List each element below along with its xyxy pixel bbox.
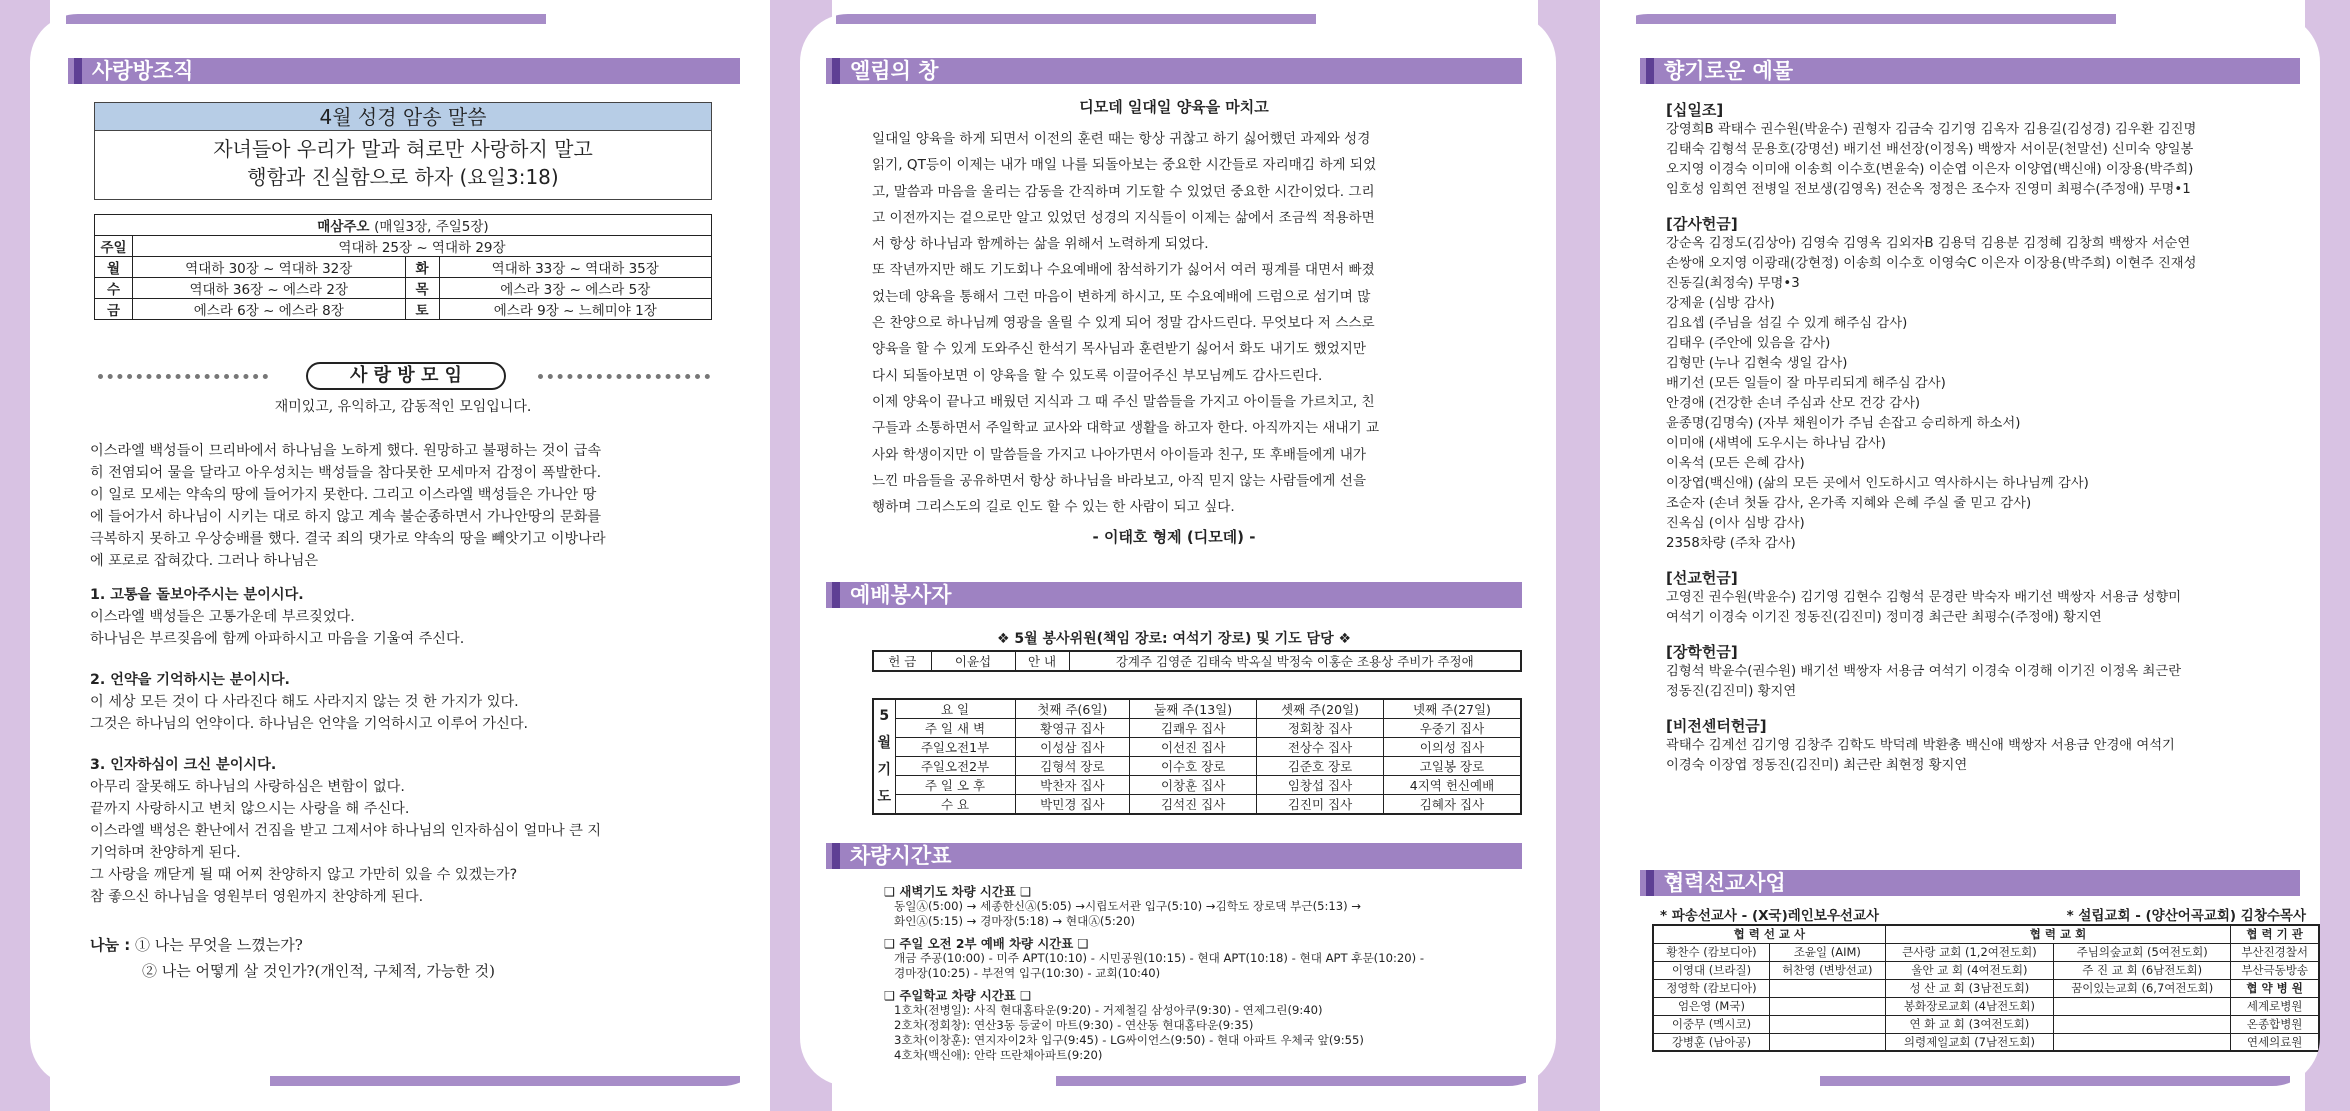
text-line: 다시 되돌아보면 이 양육을 할 수 있도록 이끌어주신 부모님께도 감사드린다. bbox=[872, 367, 1323, 384]
reading-title-sub: (매일3장, 주일5장) bbox=[374, 219, 489, 235]
mission-header: 협 력 선 교 사 bbox=[1653, 925, 1885, 943]
text-line: 진동길(최정숙) 무명•3 bbox=[1666, 276, 1800, 291]
reading-range: 에스라 9장 ~ 느헤미야 1장 bbox=[439, 299, 712, 320]
text-line: 이스라엘 백성은 환난에서 건짐을 받고 그제서야 하나님의 인자하심이 얼마나 큰 지 bbox=[90, 823, 602, 839]
text-line: 행하며 그리스도의 길로 인도 할 수 있는 한 사람이 되고 싶다. bbox=[872, 499, 1235, 516]
usher-names: 강계주 김영준 김태숙 박옥실 박정숙 이홍순 조용상 주비가 주정애 bbox=[1069, 651, 1521, 671]
text-line: 4호차(백신애): 안락 뜨란채아파트(9:20) bbox=[894, 1048, 1103, 1062]
text-line: 이 일로 모세는 약속의 땅에 들어가지 못한다. 그리고 이스라엘 백성들은 가나안 땅 bbox=[90, 487, 597, 503]
text-line: 히 전염되어 물을 달라고 아우성치는 백성들을 참다못한 모세마저 감정이 폭발한다. bbox=[90, 465, 602, 481]
text-line: 이 세상 모든 것이 다 사라진다 해도 사라지지 않는 것 한 가지가 있다. bbox=[90, 694, 519, 710]
car-section-title: ❑ 주일학교 차량 시간표 ❑ bbox=[884, 988, 1032, 1003]
mission-right: * 설립교회 - (양산어곡교회) 김창수목사 bbox=[2066, 908, 2306, 924]
text-line: 에 포로로 잡혀갔다. 그러나 하나님은 bbox=[90, 553, 319, 569]
panel-offerings bbox=[1600, 14, 2320, 1086]
section-header: 차량시간표 bbox=[826, 843, 1522, 869]
point-title: 3. 인자하심이 크신 분이시다. bbox=[90, 757, 277, 773]
reading-range: 역대하 33장 ~ 역대하 35장 bbox=[439, 257, 712, 278]
share-section bbox=[90, 932, 730, 984]
section-header: 예배봉사자 bbox=[826, 582, 1522, 608]
point-1 bbox=[90, 584, 730, 650]
table-row: 수 요 박민경 집사 김석진 집사 김진미 집사 김혜자 집사 bbox=[873, 795, 1521, 815]
text-line: 이스라엘 백성들이 므리바에서 하나님을 노하게 했다. 원망하고 불평하는 것이 급속 bbox=[90, 443, 602, 459]
table-row: 엄은영 (M국) 봉화장로교회 (4남전도회) 세계로병원 bbox=[1653, 997, 2319, 1015]
offering-lists bbox=[1666, 100, 2312, 776]
text-line: 진옥심 (이사 심방 감사) bbox=[1666, 516, 1805, 531]
table-row: 주 일 새 벽 황영규 집사 김쾌우 집사 정회창 집사 우중기 집사 bbox=[873, 719, 1521, 738]
text-line: 2호차(정회창): 연산3동 등굴이 마트(9:30) - 연산동 현대홈타운(9:35) bbox=[894, 1018, 1254, 1032]
reading-range: 에스라 6장 ~ 에스라 8장 bbox=[133, 299, 406, 320]
reading-range: 역대하 30장 ~ 역대하 32장 bbox=[133, 257, 406, 278]
month-label: 5 월 기 도 bbox=[873, 699, 895, 814]
text-line: 동일Ⓐ(5:00) → 세종한신Ⓐ(5:05) →시립도서관 입구(5:10) →김학도 장로댁 부근(5:13) → bbox=[894, 899, 1362, 913]
text-line: 김요셉 (주님을 섬길 수 있게 해주심 감사) bbox=[1666, 316, 1908, 331]
day-label: 토 bbox=[405, 299, 439, 320]
text-line: 배기선 (모든 일들이 잘 마무리되게 해주심 감사) bbox=[1666, 376, 1946, 391]
text-line: 일대일 양육을 하게 되면서 이전의 훈련 때는 항상 귀찮고 하기 싫어했던 과제와 성경 bbox=[872, 131, 1371, 147]
text-line: 개금 주공(10:00) - 미주 APT(10:10) - 시민공원(10:15) - 현대 APT(10:18) - 현대 APT 후문(10:20) - bbox=[894, 951, 1425, 965]
day-label: 금 bbox=[95, 299, 133, 320]
text-line: 그것은 하나님의 언약이다. 하나님은 언약을 기억하시고 이루어 가신다. bbox=[90, 716, 529, 732]
memorize-line2: 행함과 진실함으로 하자 (요일3:18) bbox=[247, 165, 559, 189]
text-line: 화인Ⓐ(5:15) → 경마장(5:18) → 현대Ⓐ(5:20) bbox=[894, 914, 1135, 928]
mission-table bbox=[1652, 924, 2320, 1052]
text-line: 구들과 소통하면서 주일학교 교사와 대학교 생활을 하고자 한다. 아직까지는 새내기 교 bbox=[872, 420, 1380, 437]
text-line: 임호성 임희연 전병일 전보생(김영옥) 전순옥 정정은 조수자 진영미 최평수(주정애) 무명•1 bbox=[1666, 182, 2191, 197]
text-line: 3호차(이창훈): 연지자이2차 입구(9:45) - LG싸이언스(9:50) - 현대 아파트 우체국 앞(9:55) bbox=[894, 1033, 1364, 1047]
intro-text bbox=[90, 440, 730, 572]
panel-sarangbang bbox=[30, 14, 770, 1086]
table-row: 이중무 (멕시코) 연 화 교 회 (3여전도회) 온종합병원 bbox=[1653, 1015, 2319, 1033]
reading-range: 역대하 36장 ~ 에스라 2장 bbox=[133, 278, 406, 299]
divider bbox=[538, 374, 710, 379]
meeting-subtitle: 재미있고, 유익하고, 감동적인 모임입니다. bbox=[274, 399, 532, 415]
point-3 bbox=[90, 754, 730, 908]
text-line: 극복하지 못하고 우상숭배를 했다. 결국 죄의 댓가로 약속의 땅을 빼앗기고 이방나라 bbox=[90, 531, 606, 547]
table-row: 주 일 오 후 박찬자 집사 이창훈 집사 임창섭 집사 4지역 헌신예배 bbox=[873, 776, 1521, 795]
text-line: 고영진 권수원(박윤수) 김기영 김현수 김형석 문경란 박숙자 배기선 백쌍자 서용금 성향미 bbox=[1666, 590, 2182, 605]
essay-author: - 이태호 형제 (디모데) - bbox=[1092, 528, 1256, 546]
divider bbox=[98, 374, 268, 379]
text-line: 고 이전까지는 겉으로만 알고 있었던 성경의 지식들이 이제는 삶에서 조금씩 적용하면 bbox=[872, 209, 1375, 226]
reading-title: 매삼주오 bbox=[317, 219, 370, 235]
offering-title: [선교헌금] bbox=[1666, 569, 1738, 587]
serve-title: ❖ 5월 봉사위원(책임 장로: 여석기 장로) 및 기도 담당 ❖ bbox=[996, 631, 1352, 647]
sunday-range: 역대하 25장 ~ 역대하 29장 bbox=[133, 236, 712, 257]
table-row: 주일오전2부 김형석 장로 이수호 장로 김준호 장로 고일봉 장로 bbox=[873, 757, 1521, 776]
share-label: 나눔 : bbox=[90, 936, 131, 954]
essay-body bbox=[872, 126, 1522, 520]
offering-title: [십일조] bbox=[1666, 101, 1724, 119]
offering-name: 이윤섭 bbox=[931, 651, 1015, 671]
text-line: 었는데 양육을 통해서 그런 마음이 변하게 하시고, 또 수요예배에 드럼으로 섬기며 많 bbox=[872, 288, 1371, 305]
roster-header: 넷째 주(27일) bbox=[1383, 699, 1521, 719]
essay-title: 디모데 일대일 양육을 마치고 bbox=[1079, 98, 1269, 116]
share-question-2: ② 나는 어떻게 살 것인가?(개인적, 구체적, 가능한 것) bbox=[142, 962, 495, 980]
text-line: 느낀 마음들을 공유하면서 항상 하나님을 바라보고, 아직 믿지 않는 사람들에게 선을 bbox=[872, 472, 1367, 489]
section-header: 협력선교사업 bbox=[1640, 870, 2300, 896]
section-header: 향기로운 예물 bbox=[1640, 58, 2300, 84]
mission-header: 협 력 기 관 bbox=[2231, 925, 2319, 943]
text-line: 안경애 (건강한 손녀 주심과 산모 건강 감사) bbox=[1666, 396, 1921, 411]
text-line: 아무리 잘못해도 하나님의 사랑하심은 변함이 없다. bbox=[90, 779, 405, 795]
text-line: 기억하며 찬양하게 된다. bbox=[90, 845, 241, 861]
memorize-line1: 자녀들아 우리가 말과 혀로만 사랑하지 말고 bbox=[213, 137, 593, 161]
day-label: 수 bbox=[95, 278, 133, 299]
car-schedule bbox=[884, 884, 1524, 1063]
text-line: 에 들어가서 하나님이 시키는 대로 하지 않고 계속 불순종하면서 가나안땅의 문화를 bbox=[90, 509, 602, 525]
roster-header: 셋째 주(20일) bbox=[1257, 699, 1384, 719]
table-row: 주일오전1부 이성삼 집사 이선진 집사 전상수 집사 이의성 집사 bbox=[873, 738, 1521, 757]
prayer-roster-table bbox=[872, 698, 1522, 815]
table-row: 정영학 (캄보디아) 성 산 교 회 (3남전도회) 꿈이있는교회 (6,7여전도회) 협 약 병 원 bbox=[1653, 979, 2319, 997]
text-line: 하나님은 부르짖음에 함께 아파하시고 마음을 기울여 주신다. bbox=[90, 631, 465, 647]
text-line: 또 작년까지만 해도 기도회나 수요예배에 참석하기가 싫어서 여러 핑계를 대면서 빠졌 bbox=[872, 262, 1375, 279]
text-line: 2358차량 (주차 감사) bbox=[1666, 536, 1796, 551]
car-section-title: ❑ 주일 오전 2부 예배 차량 시간표 ❑ bbox=[884, 936, 1089, 951]
text-line: 사와 학생이지만 이 말씀들을 가지고 나아가면서 아이들과 친구, 또 후배들에게 내가 bbox=[872, 446, 1367, 463]
day-label: 목 bbox=[405, 278, 439, 299]
offering-title: [감사헌금] bbox=[1666, 215, 1738, 233]
offering-title: [비전센터헌금] bbox=[1666, 717, 1767, 735]
text-line: 참 좋으신 하나님을 영원부터 영원까지 찬양하게 된다. bbox=[90, 889, 424, 905]
table-row: 강병훈 (남아공) 의령제일교회 (7남전도회) 연세의료원 bbox=[1653, 1033, 2319, 1051]
table-row: 이영대 (브라질) 허찬영 (변방선교) 울안 교 회 (4여전도회) 주 진 교 회 (6남전도회) 부산극동방송 bbox=[1653, 961, 2319, 979]
roster-header: 둘째 주(13일) bbox=[1130, 699, 1257, 719]
text-line: 김태우 (주안에 있음을 감사) bbox=[1666, 336, 1831, 351]
car-section-title: ❑ 새벽기도 차량 시간표 ❑ bbox=[884, 884, 1032, 899]
memorize-box bbox=[94, 102, 712, 200]
text-line: 이미애 (새벽에 도우시는 하나님 감사) bbox=[1666, 436, 1886, 451]
text-line: 경마장(10:25) - 부전역 입구(10:30) - 교회(10:40) bbox=[894, 966, 1161, 980]
text-line: 곽태수 김계선 김기영 김창주 김학도 박덕례 박환총 백신애 백쌍자 서용금 안경애 여석기 bbox=[1666, 738, 2175, 753]
text-line: 오지영 이경숙 이미애 이송희 이수호(변윤숙) 이순엽 이은자 이양엽(백신애) 이장용(박주희) bbox=[1666, 162, 2194, 177]
text-line: 정동진(김진미) 황지연 bbox=[1666, 684, 1797, 699]
mission-header: 협 력 교 회 bbox=[1885, 925, 2231, 943]
offering-title: [장학헌금] bbox=[1666, 643, 1738, 661]
text-line: 이제 양육이 끝나고 배웠던 지식과 그 때 주신 말씀들을 가지고 아이들을 가르치고, 친 bbox=[872, 393, 1375, 410]
share-question-1: ① 나는 무엇을 느꼈는가? bbox=[134, 936, 303, 954]
text-line: 김형만 (누나 김현숙 생일 감사) bbox=[1666, 356, 1848, 371]
reading-range: 에스라 3장 ~ 에스라 5장 bbox=[439, 278, 712, 299]
text-line: 조순자 (손녀 첫돌 감사, 온가족 지혜와 은혜 주실 줄 믿고 감사) bbox=[1666, 496, 2032, 511]
roster-header: 요 일 bbox=[895, 699, 1015, 719]
offering-usher-table bbox=[872, 650, 1522, 672]
text-line: 윤종명(김명숙) (자부 채원이가 주님 손잡고 승리하게 하소서) bbox=[1666, 416, 2021, 431]
text-line: 여석기 이경숙 이기진 정동진(김진미) 정미경 최근란 최평수(주정애) 황지연 bbox=[1666, 610, 2102, 625]
day-label: 주일 bbox=[95, 236, 133, 257]
text-line: 강순옥 김정도(김상아) 김영숙 김영옥 김외자B 김용덕 김용분 김정혜 김창희 백쌍자 서순연 bbox=[1666, 236, 2191, 251]
text-line: 김형석 박윤수(권수원) 배기선 백쌍자 서용금 여석기 이경숙 이경해 이기진 이정옥 최근란 bbox=[1666, 664, 2182, 679]
day-label: 화 bbox=[405, 257, 439, 278]
point-title: 2. 언약을 기억하시는 분이시다. bbox=[90, 672, 290, 688]
memorize-title: 4월 성경 암송 말씀 bbox=[95, 103, 711, 131]
reading-schedule-table bbox=[94, 214, 712, 320]
meeting-title: 사 랑 방 모 임 bbox=[306, 362, 506, 390]
text-line: 은 찬양으로 하나님께 영광을 올릴 수 있게 되어 정말 감사드린다. 무엇보다 저 스스로 bbox=[872, 315, 1375, 332]
text-line: 강제윤 (심방 감사) bbox=[1666, 296, 1775, 311]
point-title: 1. 고통을 돌보아주시는 분이시다. bbox=[90, 587, 304, 603]
text-line: 1호차(전병일): 사직 현대홈타운(9:20) - 거제철길 삼성아쿠(9:30) - 연제그린(9:40) bbox=[894, 1003, 1323, 1017]
text-line: 그 사랑을 깨닫게 될 때 어찌 찬양하지 않고 가만히 있을 수 있겠는가? bbox=[90, 867, 518, 883]
text-line: 이장엽(백신애) (삶의 모든 곳에서 인도하시고 역사하시는 하나님께 감사) bbox=[1666, 476, 2089, 491]
day-label: 월 bbox=[95, 257, 133, 278]
text-line: 고, 말씀과 마음을 울리는 감동을 간직하며 기도할 수 있었던 중요한 시간이었다. 그리 bbox=[872, 183, 1375, 200]
text-line: 양육을 할 수 있게 도와주신 한석기 목사님과 훈련받기 싫어서 화도 내기도 했었지만 bbox=[872, 341, 1367, 358]
text-line: 이스라엘 백성들은 고통가운데 부르짖었다. bbox=[90, 609, 355, 625]
usher-label: 안 내 bbox=[1015, 651, 1069, 671]
text-line: 강영희B 곽태수 권수원(박윤수) 권형자 김금숙 김기영 김옥자 김용길(김성경) 김우환 김진명 bbox=[1666, 122, 2197, 137]
panel-elim bbox=[800, 14, 1556, 1086]
text-line: 서 항상 하나님과 함께하는 삶을 위해서 노력하게 되었다. bbox=[872, 236, 1209, 253]
section-header: 사랑방조직 bbox=[68, 58, 740, 84]
text-line: 이경숙 이장엽 정동진(김진미) 최근란 최현정 황지연 bbox=[1666, 758, 1968, 773]
offering-label: 헌 금 bbox=[873, 651, 931, 671]
section-header: 엘림의 창 bbox=[826, 58, 1522, 84]
text-line: 읽기, QT등이 이제는 내가 매일 나를 되돌아보는 중요한 시간들로 자리매김 하게 되었 bbox=[872, 157, 1377, 174]
text-line: 이옥석 (모든 은혜 감사) bbox=[1666, 456, 1805, 471]
text-line: 끝까지 사랑하시고 변치 않으시는 사랑을 해 주신다. bbox=[90, 801, 410, 817]
roster-header: 첫째 주(6일) bbox=[1015, 699, 1130, 719]
text-line: 손쌍애 오지영 이광래(강현정) 이송희 이수호 이영숙C 이은자 이장용(박주희) 이현주 진재성 bbox=[1666, 256, 2197, 271]
mission-left: * 파송선교사 - (X국)레인보우선교사 bbox=[1660, 908, 1880, 924]
text-line: 김태숙 김형석 문용호(강명선) 배기선 배선장(이정옥) 백쌍자 서이문(천말선) 신미숙 양일봉 bbox=[1666, 142, 2194, 157]
point-2 bbox=[90, 669, 730, 735]
table-row: 황찬수 (캄보디아) 조윤일 (AIM) 큰사랑 교회 (1,2여전도회) 주님의숲교회 (5여전도회) 부산진경찰서 bbox=[1653, 943, 2319, 961]
